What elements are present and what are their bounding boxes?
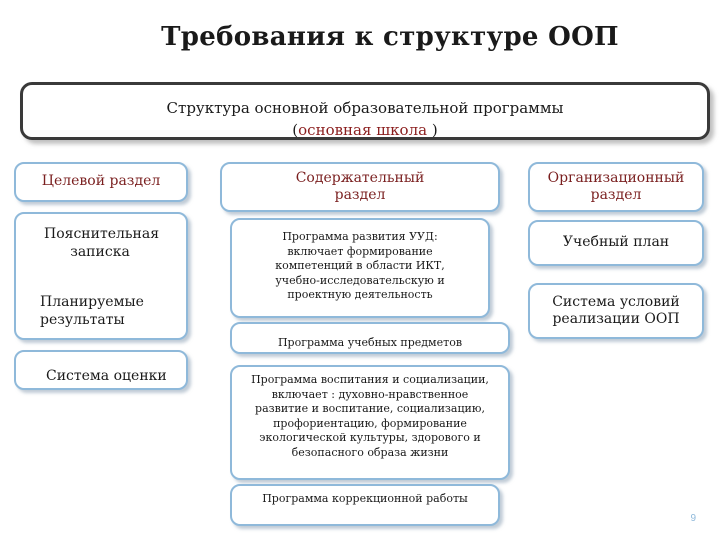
- target-section-heading: Целевой раздел: [14, 162, 188, 202]
- target-section-items-box: [14, 212, 188, 340]
- assessment-system-label: Система оценки: [46, 368, 167, 384]
- uud-program-item: Программа развития УУД: включает формирование компетенций в области ИКТ, учебно-исследовательскую и проектную деятельность: [230, 218, 490, 318]
- school-level-label: основная школа: [298, 121, 428, 139]
- curriculum-item: Учебный план: [528, 220, 704, 266]
- correction-program-item: Программа коррекционной работы: [230, 484, 500, 526]
- content-section-heading: Содержательный раздел: [220, 162, 500, 212]
- slide-title: Требования к структуре ООП: [161, 22, 619, 52]
- structure-header-box: [20, 82, 710, 140]
- upbringing-program-item: Программа воспитания и социализации, включает : духовно-нравственное развитие и воспитание, социализацию, профориентацию, формирование экологической культуры, здорового и безопасного образа жизни: [230, 365, 510, 480]
- subtitle-open-paren: (: [292, 121, 299, 139]
- subjects-program-item: Программа учебных предметов: [230, 322, 510, 354]
- subtitle-close-paren: ): [427, 121, 438, 139]
- conditions-system-item: Система условий реализации ООП: [528, 283, 704, 339]
- explanatory-note-item: Пояснительная записка: [44, 226, 160, 260]
- assessment-system-item: [14, 350, 188, 390]
- planned-results-item: Планируемые результаты: [40, 294, 144, 328]
- page-number: 9: [690, 513, 696, 524]
- structure-title: Структура основной образовательной программы: [166, 99, 564, 117]
- structure-subtitle: [23, 121, 707, 140]
- organizational-section-heading: Организационный раздел: [528, 162, 704, 212]
